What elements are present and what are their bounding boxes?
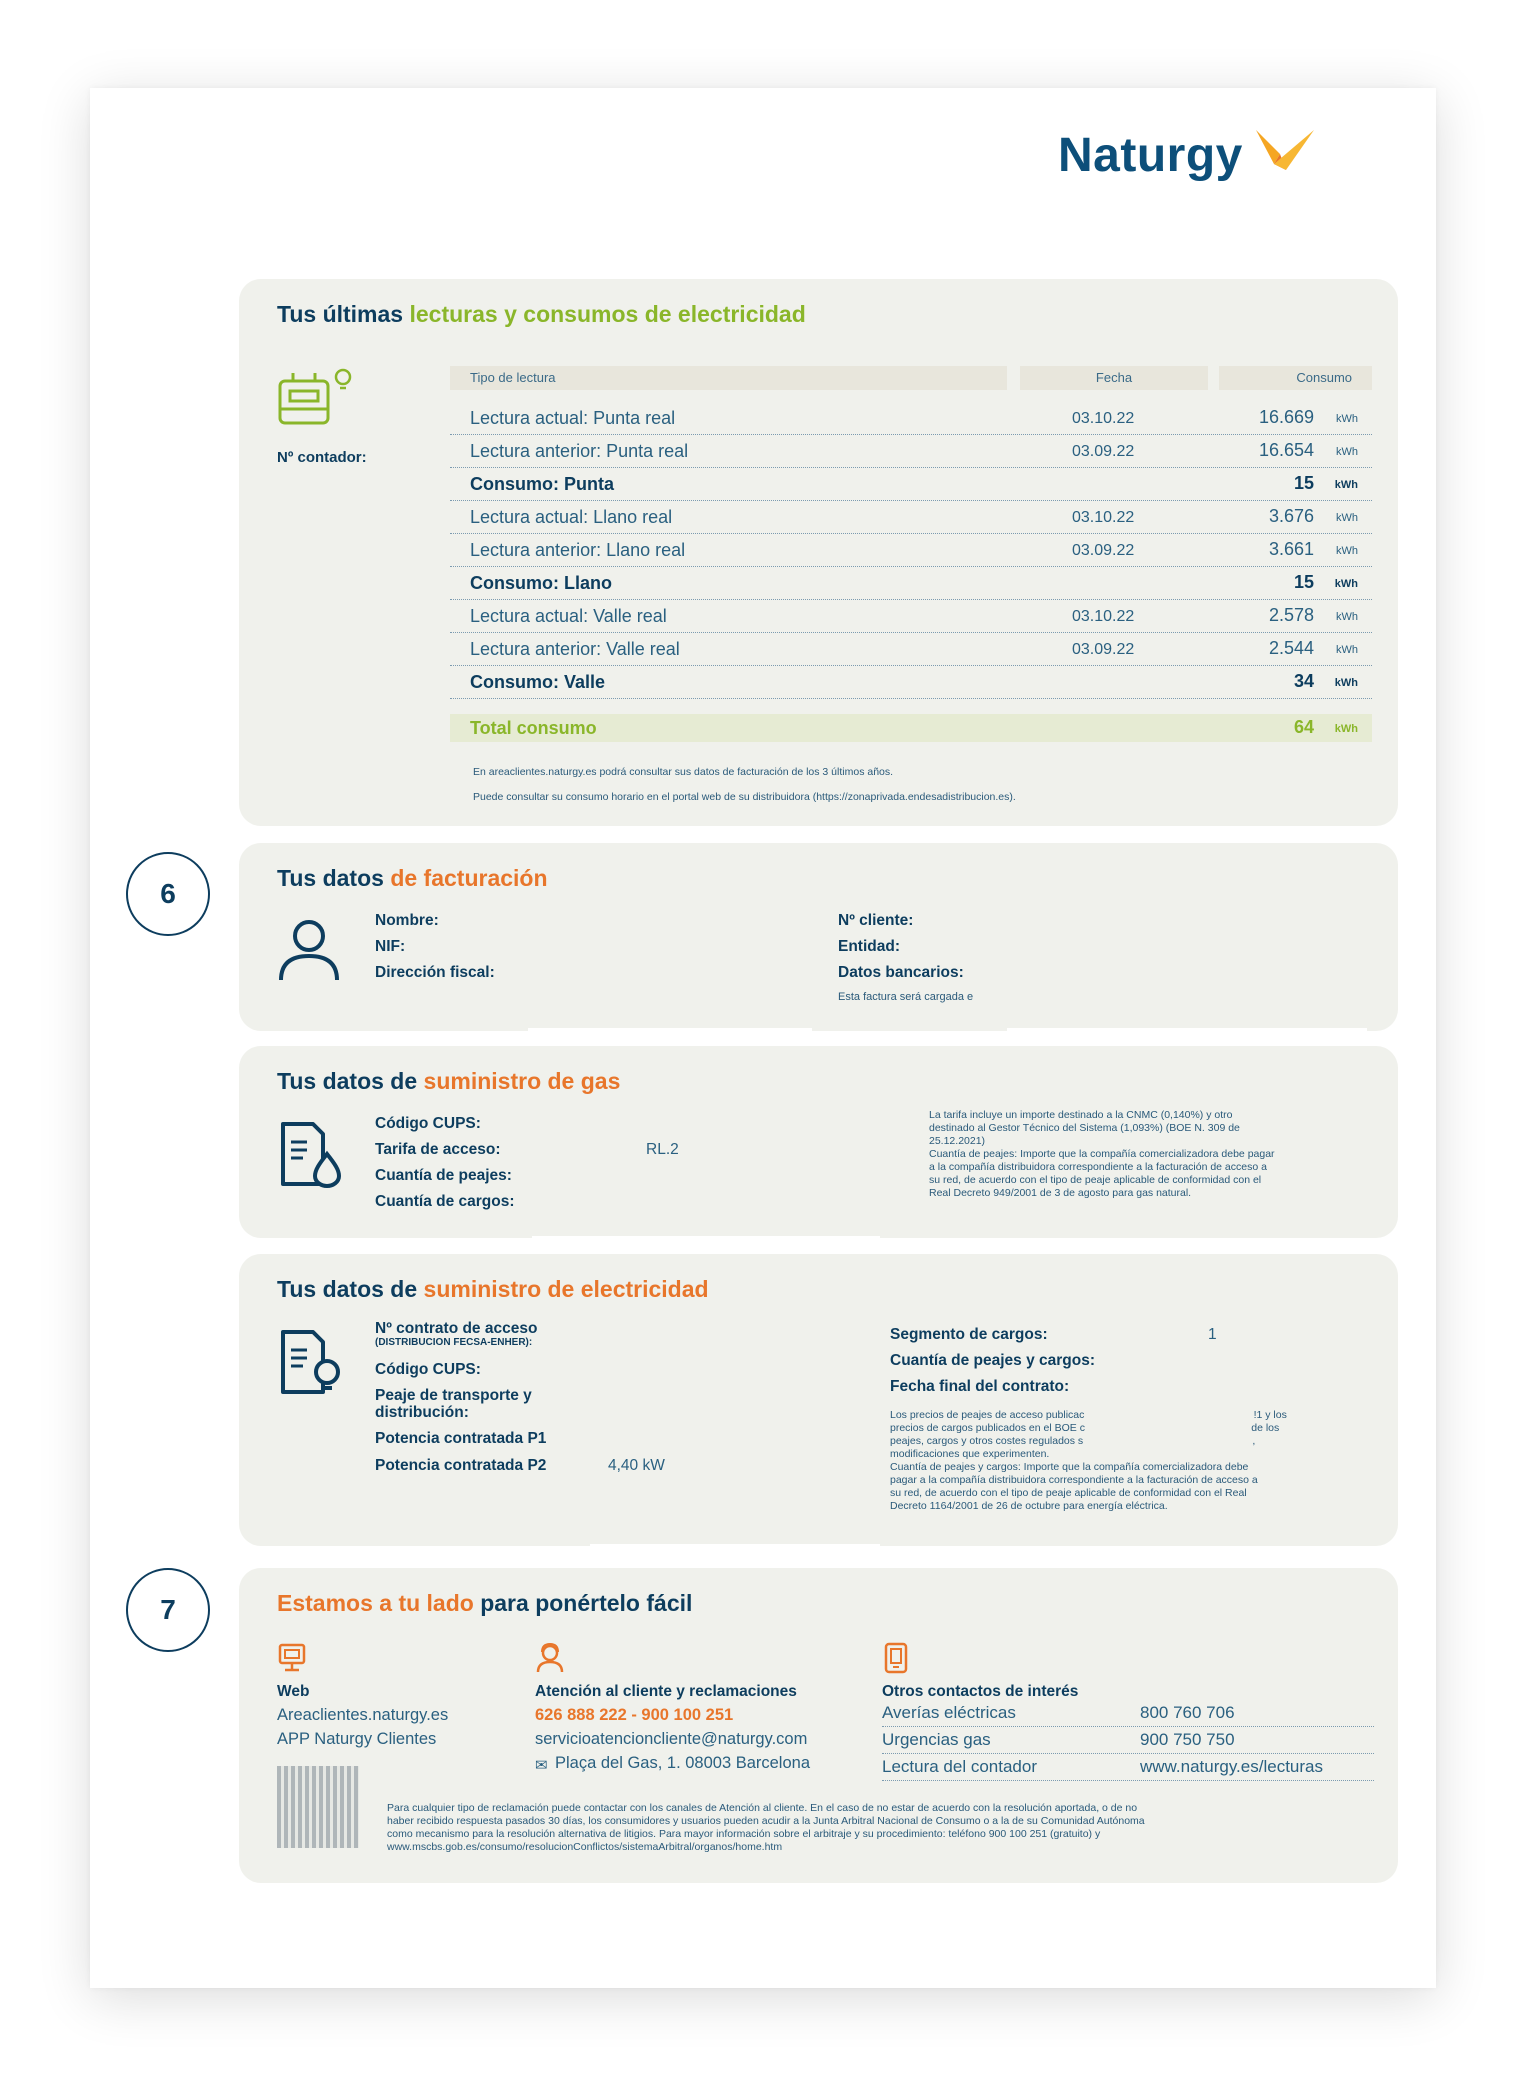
table-row bbox=[450, 401, 1372, 435]
note-line: su red, de acuerdo con el tipo de peaje aplicable de conformidad con el bbox=[929, 1174, 1262, 1186]
note-line: destinado al Gestor Técnico del Sistema (1,093%) (BOE N. 309 de bbox=[929, 1122, 1240, 1134]
name-label: Nombre: bbox=[375, 912, 439, 929]
address-label: Dirección fiscal: bbox=[375, 964, 495, 981]
reading-unit: kWh bbox=[1336, 611, 1358, 623]
care-address: Plaça del Gas, 1. 08003 Barcelona bbox=[555, 1754, 811, 1772]
reading-unit: kWh bbox=[1336, 644, 1358, 656]
total-value: 64 bbox=[1293, 717, 1314, 737]
gas-tariff-label: Tarifa de acceso: bbox=[375, 1141, 501, 1158]
other-contacts-title: Otros contactos de interés bbox=[882, 1683, 1079, 1700]
power-p1-label: Potencia contratada P1 bbox=[375, 1430, 547, 1447]
access-contract-label: Nº contrato de acceso bbox=[375, 1320, 538, 1337]
nif-label: NIF: bbox=[375, 938, 406, 955]
hourly-note: Puede consultar su consumo horario en el portal web de su distribuidora (https://zonaprivada.endesadistribucion.es). bbox=[473, 791, 1016, 803]
reading-value: 15 bbox=[1293, 572, 1314, 592]
section-marker-7: 7 bbox=[126, 1568, 210, 1652]
note-line: Real Decreto 949/2001 de 3 de agosto para gas natural. bbox=[929, 1187, 1192, 1199]
legal-line: Para cualquier tipo de reclamación puede contactar con los canales de Atención al cliente. En el caso de no estar de acuerdo con la resolución aportada, o de no bbox=[387, 1802, 1138, 1814]
gas-tolls-label: Cuantía de peajes: bbox=[375, 1167, 512, 1184]
reading-value: 34 bbox=[1293, 671, 1314, 691]
note-line: su red, de acuerdo con el tipo de peaje aplicable de conformidad con el Real bbox=[890, 1487, 1247, 1499]
client-number-label: Nº cliente: bbox=[838, 912, 914, 929]
elec-cups-label: Código CUPS: bbox=[375, 1361, 481, 1378]
note-line: Cuantía de peajes y cargos: Importe que la compañía comercializadora debe bbox=[890, 1461, 1249, 1473]
mobile-icon bbox=[882, 1642, 910, 1674]
table-row bbox=[450, 665, 1372, 699]
contact-title: Estamos a tu lado para ponértelo fácil bbox=[277, 1590, 693, 1616]
note-line: 25.12.2021) bbox=[929, 1135, 986, 1147]
reading-date: 03.10.22 bbox=[1072, 608, 1135, 625]
page-gap bbox=[528, 1028, 812, 1042]
electricity-document-icon bbox=[277, 1326, 343, 1398]
table-row bbox=[450, 599, 1372, 633]
meter-label: Nº contador: bbox=[277, 449, 367, 466]
total-label: Total consumo bbox=[470, 718, 597, 738]
note-line: Los precios de peajes de acceso publicac !1 y los bbox=[890, 1409, 1287, 1421]
table-row bbox=[450, 467, 1372, 501]
reading-unit: kWh bbox=[1334, 479, 1358, 491]
note-line: Decreto 1164/2001 de 26 de octubre para energía eléctrica. bbox=[890, 1500, 1168, 1512]
col-header-type: Tipo de lectura bbox=[450, 366, 1007, 390]
reading-type: Consumo: Llano bbox=[470, 573, 612, 593]
bank-data-label: Datos bancarios: bbox=[838, 964, 964, 981]
note-line: Cuantía de peajes: Importe que la compañía comercializadora debe pagar bbox=[929, 1148, 1275, 1160]
gas-tariff-note bbox=[929, 1109, 1379, 1200]
reading-type: Lectura anterior: Punta real bbox=[470, 441, 689, 461]
reading-type: Lectura actual: Punta real bbox=[470, 408, 676, 428]
page-gap bbox=[532, 1236, 880, 1250]
qr-code bbox=[277, 1766, 359, 1848]
electricity-tariff-note bbox=[890, 1409, 1370, 1513]
note-line: La tarifa incluye un importe destinado a la CNMC (0,140%) y otro bbox=[929, 1109, 1233, 1121]
reading-unit: kWh bbox=[1336, 446, 1358, 458]
brand-name: Naturgy bbox=[1058, 129, 1243, 182]
reading-type: Consumo: Punta bbox=[470, 474, 614, 494]
contact-row-meter-reading: Lectura del contador www.naturgy.es/lecturas bbox=[882, 1753, 1374, 1781]
app-name: APP Naturgy Clientes bbox=[277, 1730, 437, 1748]
reading-date: 03.09.22 bbox=[1072, 443, 1135, 460]
gas-document-icon bbox=[277, 1118, 343, 1190]
tolls-charges-label: Cuantía de peajes y cargos: bbox=[890, 1352, 1096, 1369]
contract-end-label: Fecha final del contrato: bbox=[890, 1378, 1070, 1395]
reading-value: 3.661 bbox=[1268, 539, 1314, 559]
reading-value: 2.544 bbox=[1268, 638, 1314, 658]
electricity-title: Tus datos de suministro de electricidad bbox=[277, 1276, 709, 1302]
reading-date: 03.09.22 bbox=[1072, 641, 1135, 658]
segment-value: 1 bbox=[1208, 1326, 1217, 1343]
reading-type: Consumo: Valle bbox=[470, 672, 606, 692]
contact-row-electric-faults: Averías eléctricas 800 760 706 bbox=[882, 1699, 1374, 1727]
entity-label: Entidad: bbox=[838, 938, 900, 955]
readings-title: Tus últimas lecturas y consumos de electricidad bbox=[277, 301, 806, 327]
care-title: Atención al cliente y reclamaciones bbox=[535, 1683, 797, 1700]
note-line: peajes, cargos y otros costes regulados s , bbox=[890, 1435, 1256, 1447]
reading-type: Lectura actual: Valle real bbox=[470, 606, 667, 626]
gas-supply-card bbox=[239, 1046, 1398, 1238]
power-p2-value: 4,40 kW bbox=[608, 1457, 665, 1474]
note-line: precios de cargos publicados en el BOE c de los bbox=[890, 1422, 1280, 1434]
transport-label-1: Peaje de transporte y bbox=[375, 1387, 532, 1404]
gas-tariff-value: RL.2 bbox=[646, 1141, 679, 1158]
legal-line: como mecanismo para la resolución alternativa de litigios. Para mayor información sobre el arbitraje y su procedimiento: teléfono 900 100 251 (gratuito) y bbox=[387, 1828, 1101, 1840]
reading-date: 03.10.22 bbox=[1072, 509, 1135, 526]
table-row bbox=[450, 533, 1372, 567]
total-row bbox=[450, 714, 1372, 742]
total-unit: kWh bbox=[1334, 723, 1358, 735]
reading-date: 03.09.22 bbox=[1072, 542, 1135, 559]
reading-value: 2.578 bbox=[1268, 605, 1314, 625]
table-row bbox=[450, 500, 1372, 534]
gas-charges-label: Cuantía de cargos: bbox=[375, 1193, 515, 1210]
billing-card bbox=[239, 843, 1398, 1031]
gas-cups-label: Código CUPS: bbox=[375, 1115, 481, 1132]
reading-date: 03.10.22 bbox=[1072, 410, 1135, 427]
reading-value: 3.676 bbox=[1268, 506, 1314, 526]
page-gap bbox=[1007, 1028, 1367, 1038]
legal-text bbox=[387, 1802, 1377, 1854]
web-title: Web bbox=[277, 1683, 310, 1700]
reading-value: 15 bbox=[1293, 473, 1314, 493]
transport-label-2: distribución: bbox=[375, 1404, 469, 1421]
butterfly-logo-icon bbox=[1250, 124, 1320, 180]
access-contract-sub: (DISTRIBUCION FECSA-ENHER): bbox=[375, 1337, 533, 1348]
page-gap bbox=[590, 1544, 880, 1558]
reading-unit: kWh bbox=[1336, 413, 1358, 425]
reading-unit: kWh bbox=[1334, 578, 1358, 590]
care-email[interactable]: servicioatencioncliente@naturgy.com bbox=[535, 1730, 808, 1748]
segment-label: Segmento de cargos: bbox=[890, 1326, 1048, 1343]
gas-title: Tus datos de suministro de gas bbox=[277, 1068, 621, 1094]
table-row bbox=[450, 566, 1372, 600]
history-note: En areaclientes.naturgy.es podrá consultar sus datos de facturación de los 3 últimos años. bbox=[473, 766, 894, 778]
note-line: pagar a la compañía distribuidora correspondiente a la facturación de acceso a bbox=[890, 1474, 1258, 1486]
electricity-supply-card bbox=[239, 1254, 1398, 1546]
reading-value: 16.654 bbox=[1258, 440, 1314, 460]
legal-line[interactable]: www.mscbs.gob.es/consumo/resolucionConflictos/sistemaArbitral/organos/home.htm bbox=[387, 1841, 783, 1853]
reading-type: Lectura anterior: Valle real bbox=[470, 639, 680, 659]
reading-unit: kWh bbox=[1336, 545, 1358, 557]
agent-icon bbox=[535, 1642, 565, 1674]
bank-note: Esta factura será cargada e bbox=[838, 991, 974, 1003]
col-header-date: Fecha bbox=[1020, 366, 1208, 390]
meter-icon bbox=[277, 367, 357, 429]
reading-unit: kWh bbox=[1334, 677, 1358, 689]
note-line: a la compañía distribuidora correspondiente a la facturación de acceso a bbox=[929, 1161, 1267, 1173]
reading-unit: kWh bbox=[1336, 512, 1358, 524]
power-p2-label: Potencia contratada P2 bbox=[375, 1457, 547, 1474]
reading-type: Lectura actual: Llano real bbox=[470, 507, 673, 527]
billing-title: Tus datos de facturación bbox=[277, 865, 548, 891]
care-phone[interactable]: 626 888 222 - 900 100 251 bbox=[535, 1706, 734, 1724]
table-row bbox=[450, 632, 1372, 666]
computer-icon bbox=[277, 1642, 307, 1674]
col-header-consumption: Consumo bbox=[1219, 366, 1372, 390]
table-row bbox=[450, 434, 1372, 468]
mail-icon: ✉ bbox=[535, 1757, 548, 1774]
contact-row-gas-emergency: Urgencias gas 900 750 750 bbox=[882, 1726, 1374, 1754]
web-link[interactable]: Areaclientes.naturgy.es bbox=[277, 1706, 449, 1724]
person-icon bbox=[277, 916, 341, 982]
note-line: modificaciones que experimenten. bbox=[890, 1448, 1050, 1460]
legal-line: haber recibido respuesta pasados 30 días, los consumidores y usuarios pueden acudir a la Junta Arbitral Nacional de Consumo o a la de su Comunidad Autónoma bbox=[387, 1815, 1145, 1827]
section-marker-6: 6 bbox=[126, 852, 210, 936]
reading-value: 16.669 bbox=[1258, 407, 1314, 427]
reading-type: Lectura anterior: Llano real bbox=[470, 540, 686, 560]
